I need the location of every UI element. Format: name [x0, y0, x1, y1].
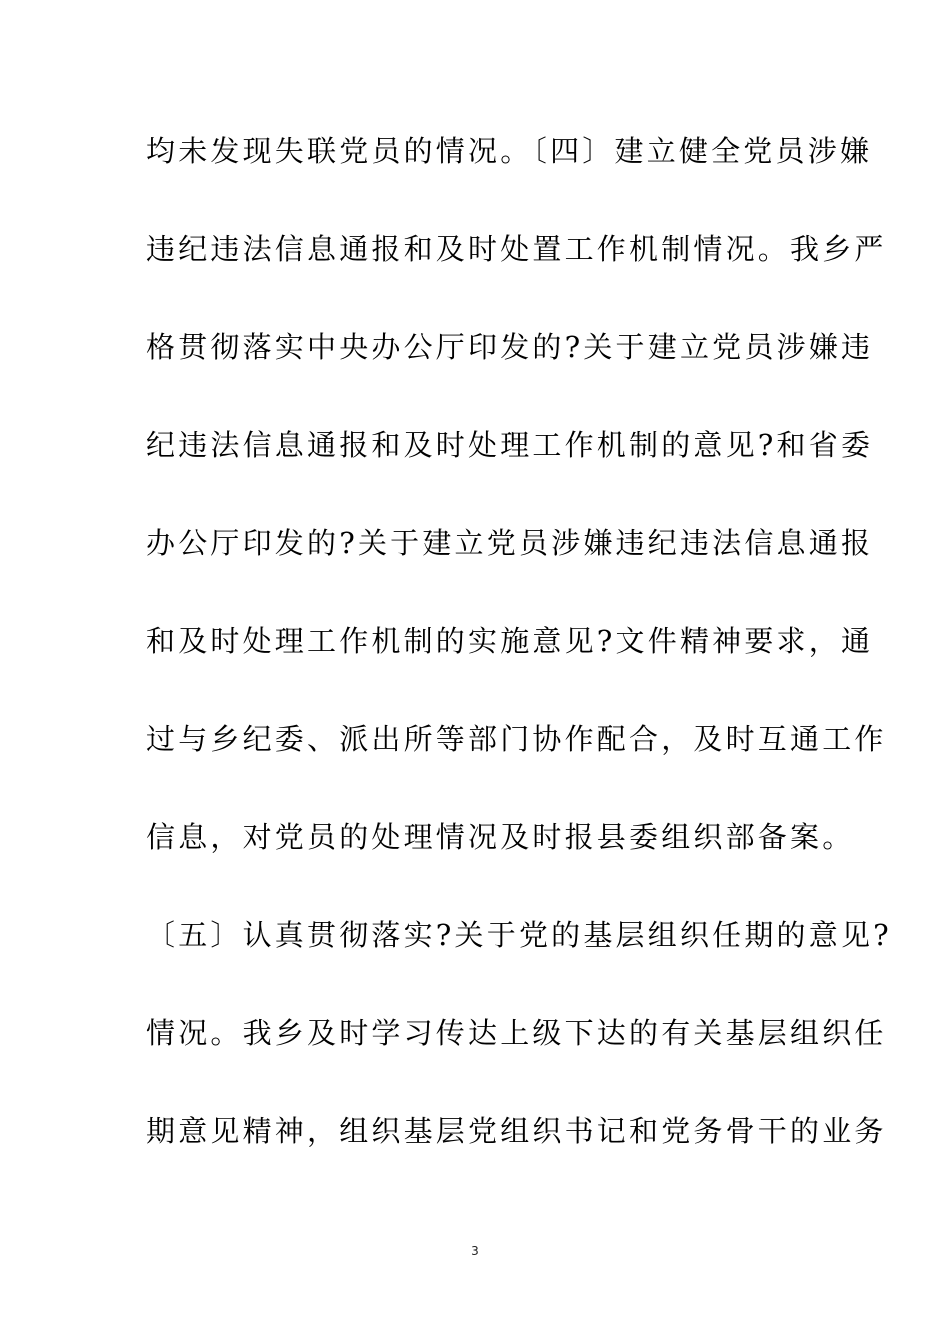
text-line: 办公厅印发的?关于建立党员涉嫌违纪违法信息通报	[146, 526, 874, 560]
text-line: 〔五〕认真贯彻落实?关于党的基层组织任期的意见?	[146, 918, 892, 952]
text-line: 情况。我乡及时学习传达上级下达的有关基层组织任	[146, 1016, 887, 1050]
text-line: 格贯彻落实中央办公厅印发的?关于建立党员涉嫌违	[146, 330, 874, 364]
text-line: 纪违法信息通报和及时处理工作机制的意见?和省委	[146, 428, 874, 462]
text-line: 和及时处理工作机制的实施意见?文件精神要求，通	[146, 624, 874, 658]
text-line: 期意见精神，组织基层党组织书记和党务骨干的业务	[146, 1114, 887, 1148]
text-line: 过与乡纪委、派出所等部门协作配合，及时互通工作	[146, 722, 887, 756]
body-text	[146, 123, 892, 1201]
text-line: 信息，对党员的处理情况及时报县委组织部备案。	[146, 820, 855, 854]
text-line: 违纪违法信息通报和及时处置工作机制情况。我乡严	[146, 232, 887, 266]
page-number: 3	[471, 1244, 479, 1258]
text-line: 均未发现失联党员的情况。〔四〕建立健全党员涉嫌	[146, 134, 873, 168]
